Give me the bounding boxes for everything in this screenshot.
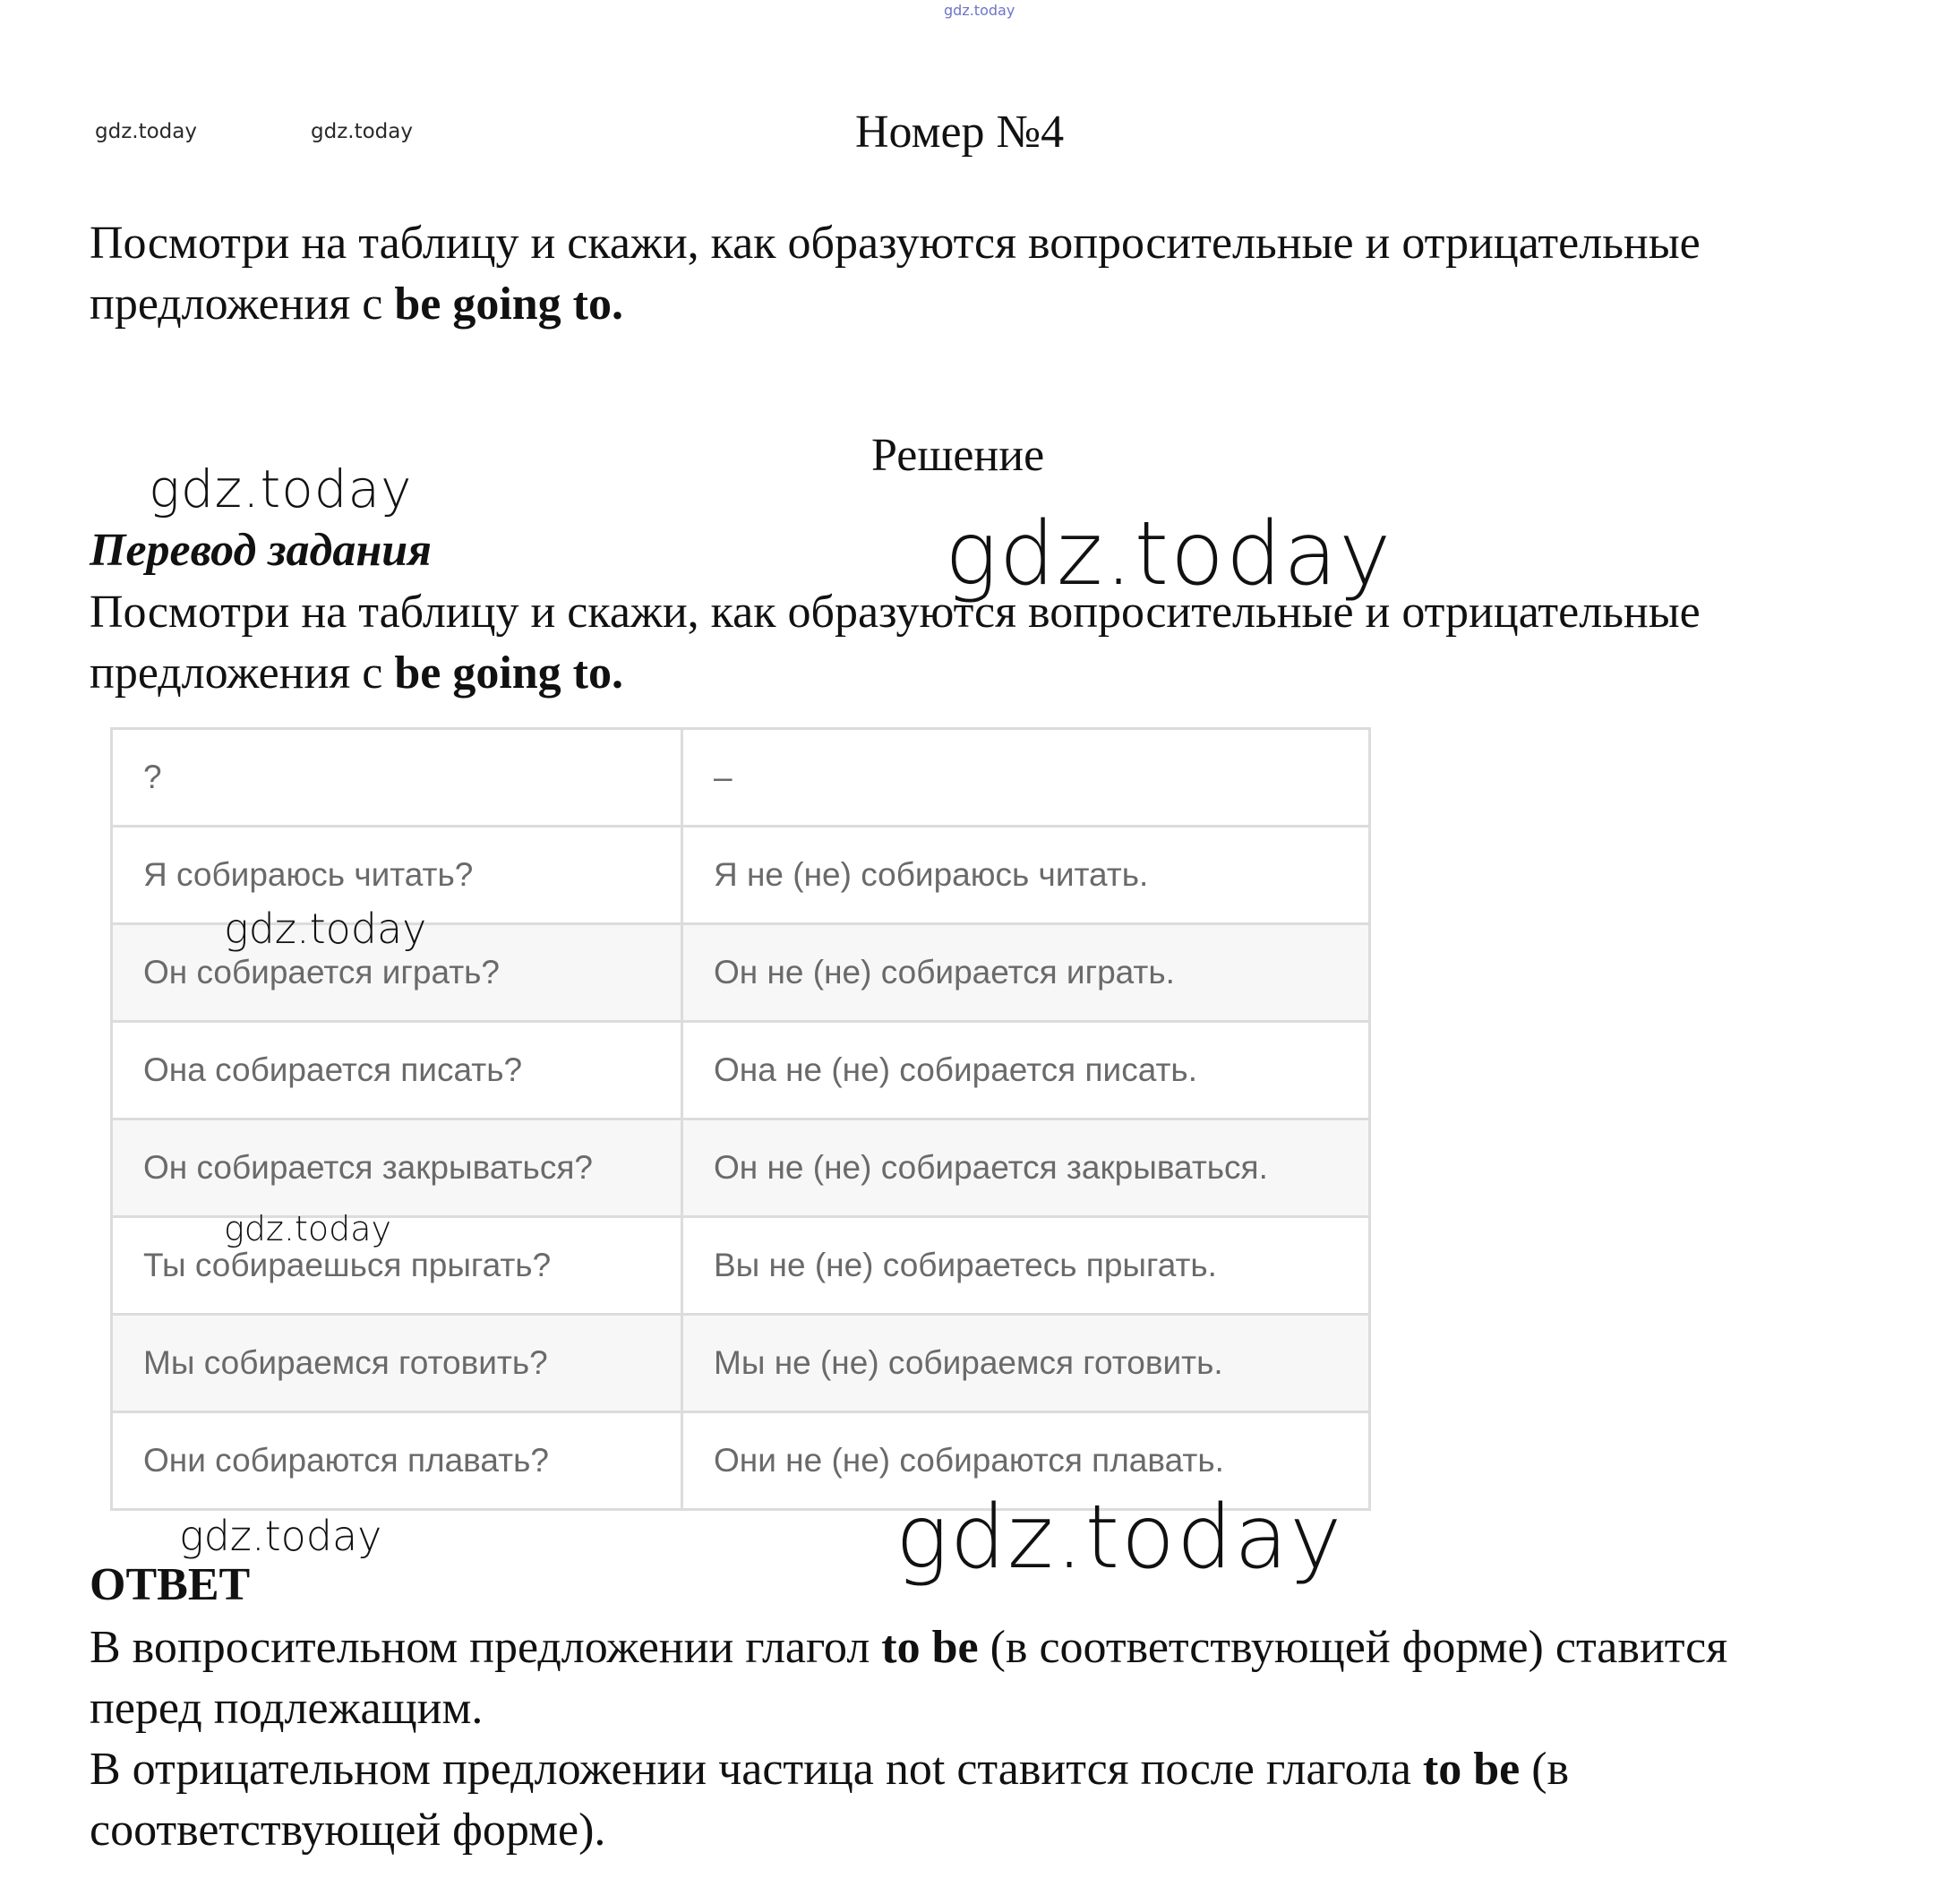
table-cell-negative: Он не (не) собирается играть.: [682, 924, 1370, 1022]
table-cell-negative: Они не (не) собираются плавать.: [682, 1412, 1370, 1510]
table-row: [112, 1119, 1370, 1217]
page-title: Номер №4: [855, 107, 1065, 158]
watermark-header-right: gdz.today: [311, 120, 413, 143]
answer-p2-text: В отрицательном предложении частица not ставится после глагола: [90, 1744, 1423, 1795]
answer-heading: ОТВЕТ: [90, 1559, 251, 1610]
translation-text-main: Посмотри на таблицу и скажи, как образуются вопросительные и отрицательные предложения с: [90, 587, 1701, 699]
answer-p2-text-end: (в соответствующей форме).: [90, 1744, 1570, 1856]
table-cell-question: Я собираюсь читать?: [112, 827, 682, 924]
answer-p1-bold: to be: [881, 1622, 979, 1673]
table-cell-question: Он собирается закрываться?: [112, 1119, 682, 1217]
table-header-question: ?: [112, 729, 682, 827]
table-cell-negative: Вы не (не) собираетесь прыгать.: [682, 1217, 1370, 1315]
table-cell-question: Мы собираемся готовить?: [112, 1315, 682, 1412]
answer-p2-bold: to be: [1422, 1744, 1521, 1795]
answer-p1-text: В вопросительном предложении глагол: [90, 1622, 882, 1673]
solution-heading: Решение: [871, 430, 1045, 481]
table-cell-question: Она собирается писать?: [112, 1022, 682, 1119]
table-header-negative: –: [682, 729, 1370, 827]
watermark-table-row2: gdz.today: [224, 905, 427, 953]
table-cell-question: Ты собираешься прыгать?: [112, 1217, 682, 1315]
table-cell-negative: Я не (не) собираюсь читать.: [682, 827, 1370, 924]
task-text: [90, 213, 1845, 335]
be-going-to-table: [110, 727, 1371, 1511]
table-cell-negative: Она не (не) собирается писать.: [682, 1022, 1370, 1119]
watermark-solution-big: gdz.today: [945, 503, 1393, 605]
answer-p1-text-end: (в соответствующей форме) ставится перед подлежащим.: [90, 1622, 1728, 1734]
table-cell-negative: Мы не (не) собираемся готовить.: [682, 1315, 1370, 1412]
table-cell-question: Он собирается играть?: [112, 924, 682, 1022]
watermark-table-row5: gdz.today: [224, 1209, 391, 1248]
table-row: [112, 1315, 1370, 1412]
table-header-row: [112, 729, 1370, 827]
translation-text: [90, 582, 1845, 704]
watermark-top: gdz.today: [944, 2, 1015, 19]
translation-heading: Перевод задания: [90, 525, 432, 576]
answer-paragraph-1: [90, 1617, 1845, 1739]
task-text-bold: be going to.: [394, 279, 623, 330]
table-cell-negative: Он не (не) собирается закрываться.: [682, 1119, 1370, 1217]
answer-paragraph-2: [90, 1739, 1845, 1861]
table-row: [112, 1022, 1370, 1119]
table-cell-question: Они собираются плавать?: [112, 1412, 682, 1510]
task-text-main: Посмотри на таблицу и скажи, как образуются вопросительные и отрицательные предложения с: [90, 218, 1701, 330]
watermark-header-left: gdz.today: [95, 120, 197, 143]
watermark-bottom-left: gdz.today: [179, 1512, 382, 1560]
watermark-bottom-big: gdz.today: [895, 1487, 1344, 1589]
watermark-solution-left: gdz.today: [149, 459, 413, 519]
translation-text-bold: be going to.: [394, 648, 623, 699]
